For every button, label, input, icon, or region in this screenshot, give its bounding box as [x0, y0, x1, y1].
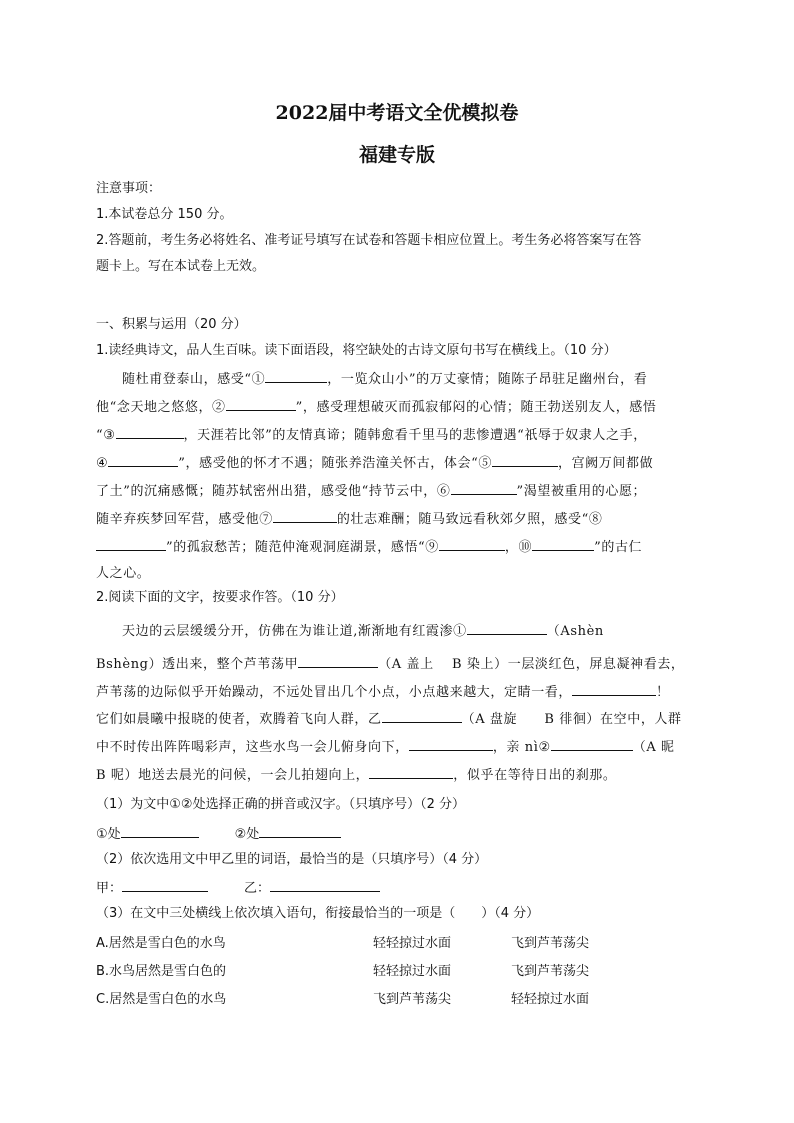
answer-field-1[interactable]: [121, 824, 199, 838]
pinyin-blank-1[interactable]: [467, 621, 547, 635]
option-c-col-3: 轻轻掠过水面: [511, 992, 590, 1007]
q1-line-3: “③ ，天涯若比邻”的友情真谛；随韩愈看千里马的悲惨遭遇“祇辱于奴隶人之手，: [96, 425, 647, 445]
word-blank-jia[interactable]: [298, 654, 378, 668]
sentence-blank-3[interactable]: [369, 765, 453, 779]
answer-field-jia[interactable]: [122, 878, 208, 892]
word-blank-yi[interactable]: [382, 709, 462, 723]
option-c-col-1[interactable]: C.居然是雪白色的水鸟: [96, 992, 227, 1007]
q2-para-line-1: 天边的云层缓缓分开，仿佛在为谁让道,渐渐地有红霞渗① （Ashèn: [122, 621, 604, 641]
answer-blank-8[interactable]: [96, 537, 166, 551]
answer-field-2[interactable]: [259, 824, 341, 838]
option-a-col-3: 飞到芦苇荡尖: [511, 936, 590, 951]
sub-question-3: （3）在文中三处横线上依次填入语句，衔接最恰当的一项是（ ）（4 分）: [96, 906, 540, 921]
q2-para-line-4: 它们如晨曦中报晓的使者，欢腾着飞向人群，乙 （A 盘旋 B 徘徊）在空中，人群: [96, 709, 682, 729]
char-blank-2[interactable]: [551, 737, 633, 751]
q1-line-5: 了土”的沉痛感慨；随苏轼密州出猎，感受他“持节云中，⑥ ”渴望被重用的心愿；: [96, 481, 646, 501]
q1-line-8: 人之心。: [96, 566, 151, 581]
q1-line-2: 他“念天地之悠悠，② ”，感受理想破灭而孤寂郁闷的心情；随王勃送别友人，感悟: [96, 397, 657, 417]
option-a-col-1[interactable]: A.居然是雪白色的水鸟: [96, 936, 226, 951]
notice-item-1: 1.本试卷总分 150 分。: [96, 207, 233, 222]
q1-line-7: ”的孤寂愁苦；随范仲淹观洞庭湖景，感悟“⑨ ，⑩ ”的古仁: [96, 537, 642, 557]
q1-line-1: 随杜甫登泰山，感受“① ，一览众山小”的万丈豪情；随陈子昂驻足幽州台，看: [122, 369, 647, 389]
answer-blank-1[interactable]: [265, 369, 327, 383]
sub-question-1: （1）为文中①②处选择正确的拼音或汉字。（只填序号）（2 分）: [96, 797, 465, 812]
answer-blank-5[interactable]: [492, 453, 558, 467]
q1-line-6: 随辛弃疾梦回军营，感受他⑦ 的壮志难酬；随马致远看秋郊夕照，感受“⑧: [96, 509, 602, 529]
q2-para-line-5: 中不时传出阵阵喝彩声，这些水鸟一会儿俯身向下， ，亲 nì② （A 昵: [96, 737, 675, 757]
option-b-col-1[interactable]: B.水鸟居然是雪白色的: [96, 964, 227, 979]
sub-question-1-answers: ①处 ②处: [96, 824, 341, 844]
notice-item-2-line-2: 题卡上。写在本试卷上无效。: [96, 259, 266, 274]
option-a-col-2: 轻轻掠过水面: [373, 936, 452, 951]
answer-blank-4[interactable]: [108, 453, 178, 467]
answer-blank-7[interactable]: [273, 509, 337, 523]
answer-blank-9[interactable]: [439, 537, 505, 551]
answer-blank-6[interactable]: [451, 481, 517, 495]
question-2-prompt: 2.阅读下面的文字，按要求作答。（10 分）: [96, 590, 344, 605]
sub-question-2: （2）依次选用文中甲乙里的词语，最恰当的是（只填序号）（4 分）: [96, 852, 488, 867]
answer-field-yi[interactable]: [270, 878, 380, 892]
notice-item-2-line-1: 2.答题前，考生务必将姓名、准考证号填写在试卷和答题卡相应位置上。考生务必将答案写在答: [96, 233, 642, 248]
sentence-blank-1[interactable]: [572, 682, 656, 696]
section-1-heading: 一、积累与运用（20 分）: [96, 317, 247, 332]
answer-blank-2[interactable]: [226, 397, 296, 411]
exam-subtitle: 福建专版: [358, 144, 435, 166]
option-c-col-2: 飞到芦苇荡尖: [373, 992, 452, 1007]
notice-heading: 注意事项：: [96, 181, 162, 196]
q1-line-4: ④ ”，感受他的怀才不遇；随张养浩潼关怀古，体会“⑤ ，宫阙万间都做: [96, 453, 653, 473]
answer-blank-3[interactable]: [116, 425, 184, 439]
sentence-blank-2[interactable]: [409, 737, 493, 751]
option-b-col-3: 飞到芦苇荡尖: [511, 964, 590, 979]
answer-blank-10[interactable]: [532, 537, 594, 551]
question-1-prompt: 1.读经典诗文，品人生百味。读下面语段，将空缺处的古诗文原句书写在横线上。（10 分）: [96, 343, 617, 358]
sub-question-2-answers: 甲： 乙：: [96, 878, 380, 898]
q2-para-line-3: 芦苇荡的边际似乎开始躁动，不远处冒出几个小点，小点越来越大，定睛一看， ！: [96, 682, 670, 702]
q2-para-line-6: B 呢）地送去晨光的问候，一会儿拍翅向上， ，似乎在等待日出的刹那。: [96, 765, 617, 785]
option-b-col-2: 轻轻掠过水面: [373, 964, 452, 979]
exam-title: 2022届中考语文全优模拟卷: [275, 102, 519, 124]
q2-para-line-2: Bshèng）透出来，整个芦苇荡甲 （A 盖上 B 染上）一层淡红色，屏息凝神看去，: [96, 654, 685, 674]
